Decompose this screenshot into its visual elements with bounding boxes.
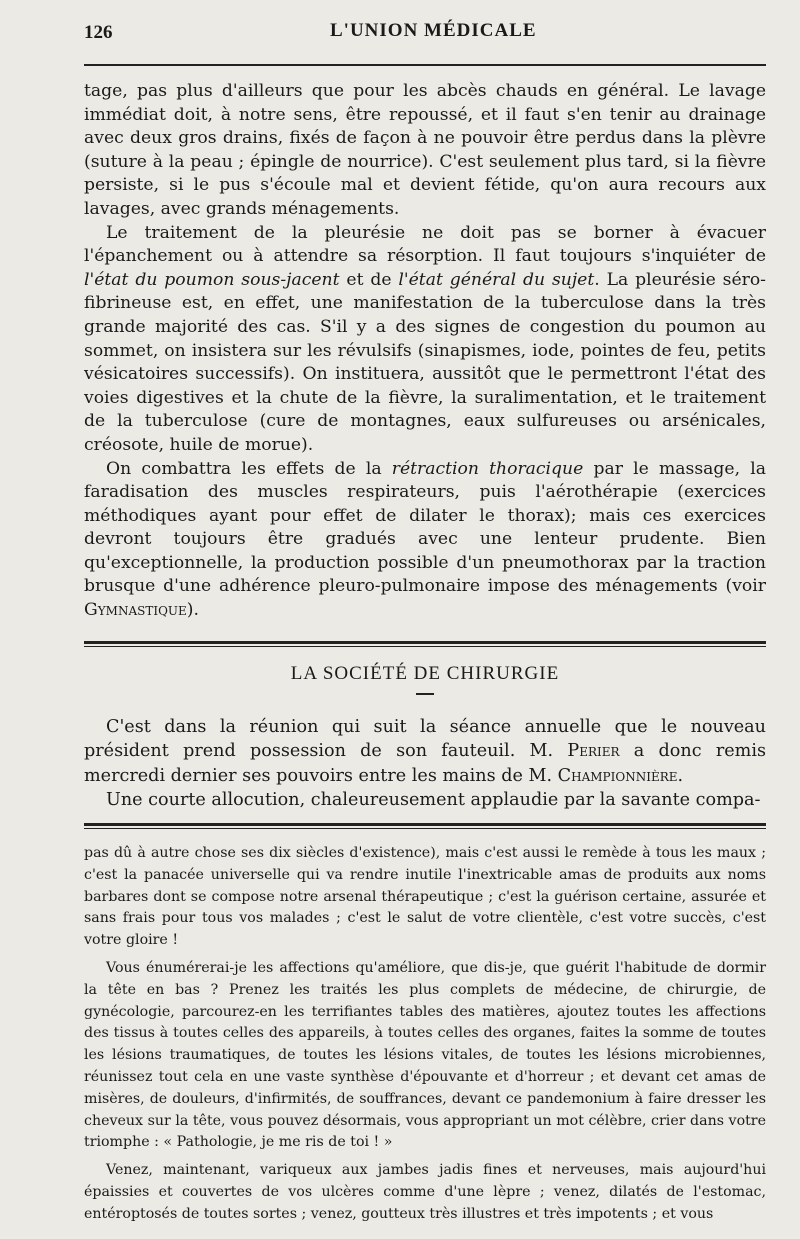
cross-reference: Gymnastique [84,600,187,621]
header-rule [84,64,766,66]
person-name: Perier [567,741,620,762]
paragraph-text: a donc remis mercredi dernier ses pouvoirs entre les mains de M. [84,741,766,786]
paragraph-text: C'est dans la réunion qui suit la séance annuelle que le nouveau président prend possession de son fauteuil. M. [84,716,766,762]
section-body [84,715,766,813]
paragraph-text: . [677,765,684,786]
paragraph-text: On combattra les effets de la [106,458,392,479]
journal-title: L'UNION MÉDICALE [330,20,537,41]
paragraph-text: Le traitement de la pleurésie ne doit pas se borner à évacuer l'épanchement ou à attendre sa résorption. Il faut toujours s'inquiéter de [84,222,766,267]
title-dash [416,693,434,695]
article-continuation [84,80,766,623]
paragraph-text: par le massage, la faradisation des muscles respirateurs, puis l'aérothérapie (exercices méthodiques ayant pour effet de dilater le thorax); mais ces exercices devront toujours être gradués avec une lenteur prudente. Bien qu'exceptionnelle, la production possible d'un pneumothorax par la traction brusque d'une adhérence pleuro-pulmonaire impose des ménagements (voir [84,458,766,597]
paragraph-text: . La pleurésie séro-fibrineuse est, en effet, une manifestation de la tuberculose dans la très grande majorité des cas. S'il y a des signes de congestion du poumon au sommet, on insistera sur les révulsifs (sinapismes, iode, pointes de feu, petits vésicatoires successifs). On instituera, aussitôt que le permettront l'état des voies digestives et la chute de la fièvre, la suralimentation, et le traitement de la tuberculose (cure de montagnes, eaux sulfureuses ou arsénicales, créosote, huile de morue). [84,269,766,455]
emphasis-text: l'état général du sujet [398,269,595,290]
divider-thick-rule [84,641,766,644]
page-number: 126 [84,22,113,43]
article-paragraph-3 [84,458,766,623]
feuilleton-divider [84,823,766,829]
emphasis-text: rétraction thoracique [391,458,584,479]
emphasis-text: l'état du poumon sous-jacent [84,269,340,290]
paragraph-text: et de [339,269,399,290]
section-divider [84,641,766,647]
feuilleton-text [84,843,766,1226]
feuilleton-paragraph-3: Venez, maintenant, variqueux aux jambes jadis fines et nerveuses, mais aujourd'hui épaissies et couvertes de vos ulcères comme d'une lèpre ; venez, dilatés de l'estomac, entéroptosés de toutes sortes ; venez, goutteux très illustres et très impotents ; et vous [84,1162,766,1222]
divider-thick-rule [84,823,766,826]
divider-thin-rule [84,828,766,829]
running-head [84,20,766,48]
feuilleton-paragraph-2: Vous énumérerai-je les affections qu'améliore, que dis-je, que guérit l'habitude de dormir la tête en bas ? Prenez les traités les plus complets de médecine, de chirurgie, de gynécologie, parcourez-en les terrifiantes tables des matières, ajoutez toutes les affections des tissus à toutes celles des appareils, à toutes celles des organes, faites la somme de toutes les lésions traumatiques, de toutes les lésions vitales, de toutes les lésions microbiennes, réunissez tout cela en une vaste synthèse d'épouvante et d'horreur ; et devant cet amas de misères, de douleurs, d'infirmités, de souffrances, devant ce pandemonium à faire dresser les cheveux sur la tête, vous pouvez désormais, vous appropriant un mot célèbre, crier dans votre triomphe : « Pathologie, je me ris de toi ! » [84,960,766,1151]
paragraph-text: ). [186,600,199,621]
article-paragraph-1: tage, pas plus d'ailleurs que pour les abcès chauds en général. Le lavage immédiat doit, à notre sens, être repoussé, et il faut s'en tenir au drainage avec deux gros drains, fixés de façon à ne pouvoir être perdus dans la plèvre (suture à la peau ; épingle de nourrice). C'est seulement plus tard, si la fièvre persiste, si le pus s'écoule mal et devient fétide, qu'on aura recours aux lavages, avec grands ménagements. [84,81,766,219]
feuilleton-paragraph-1: pas dû à autre chose ses dix siècles d'existence), mais c'est aussi le remède à tous les maux ; c'est la panacée universelle qui va rendre inutile l'inextricable amas de produits aux noms barbares dont se compose notre arsenal thérapeutique ; c'est la guérison certaine, assurée et sans frais pour tous vos malades ; c'est le salut de votre clientèle, c'est votre succès, c'est votre gloire ! [84,845,766,949]
person-name: Championnière [557,765,678,786]
section-paragraph-1 [84,715,766,789]
divider-thin-rule [84,646,766,647]
section-title: LA SOCIÉTÉ DE CHIRURGIE [290,662,560,684]
article-paragraph-2 [84,222,766,458]
section-paragraph-2: Une courte allocution, chaleureusement applaudie par la savante compa- [106,790,761,811]
